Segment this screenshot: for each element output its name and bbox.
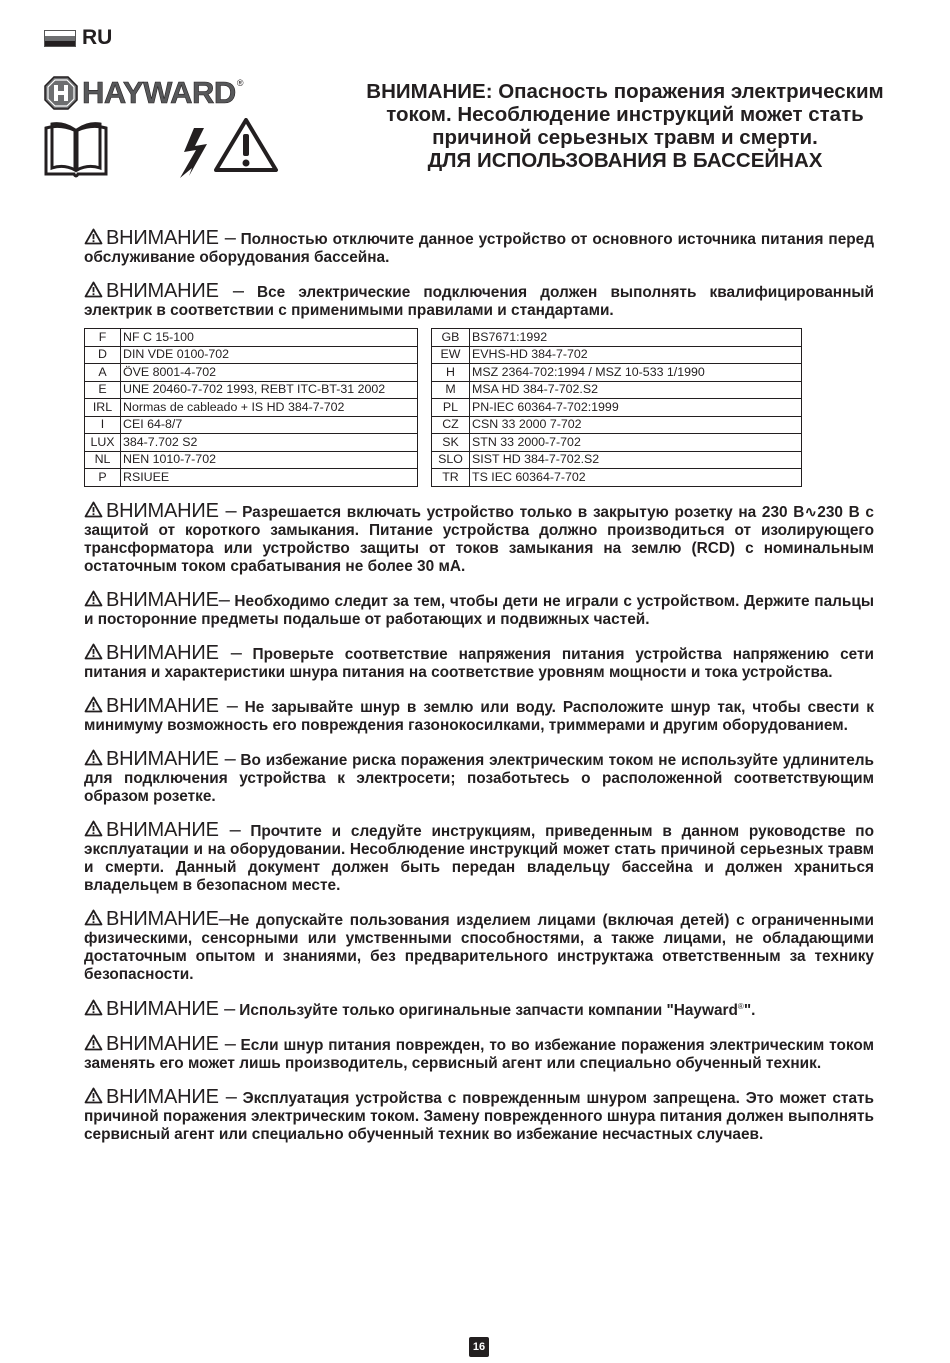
- warning-text: Необходимо следит за тем, чтобы дети не играли с устройством. Держите пальцы и посторонние предметы подальше от работающих и подвижных частей.: [84, 592, 874, 628]
- header-line: причиной серьезных травм и смерти.: [432, 126, 818, 149]
- language-code: RU: [82, 26, 113, 49]
- warning-text: Если шнур питания поврежден, то во избежание поражения электрическим током заменять его может лишь производитель, сервисный агент или специально обученный техник.: [84, 1036, 874, 1072]
- warning-paragraph: [84, 1087, 874, 1144]
- country-code: H: [432, 364, 470, 382]
- warning-text: Разрешается включать устройство только в закрытую розетку на 230 В∿230 В с защитой от короткого замыкания. Питание устройства должно производиться от изолирующего трансформатора или устройство защиты от токов замыкания на землю (RCD) с номинальным остаточным током срабатывания не более 30 мА.: [84, 503, 874, 575]
- standard-name: NEN 1010-7-702: [121, 451, 418, 469]
- manual-book-icon: [46, 124, 106, 176]
- standard-name: 384-7.702 S2: [121, 434, 418, 452]
- standard-name: MSA HD 384-7-702.S2: [470, 381, 802, 399]
- warning-keyword: ВНИМАНИЕ –: [106, 227, 236, 249]
- warning-paragraph: [84, 228, 874, 267]
- warning-text: Используйте только оригинальные запчасти компании "Hayward: [235, 1001, 738, 1019]
- warning-triangle-icon: [84, 1087, 103, 1104]
- warning-paragraph: [84, 1034, 874, 1073]
- standard-name: CEI 64-8/7: [121, 416, 418, 434]
- warning-text: Полностью отключите данное устройство от основного источника питания перед обслуживание оборудования бассейна.: [84, 231, 874, 266]
- warning-text: Не допускайте пользования изделием лицами (включая детей) с ограниченными физическими, сенсорными или умственными способностями, а также лицами, не обладающими достаточным опытом и знаниями, без предварительного инструктажа ответственным за технику безопасности.: [84, 911, 874, 983]
- warning-triangle-icon: [216, 120, 276, 170]
- warning-triangle-icon: [84, 281, 103, 298]
- warning-keyword: ВНИМАНИЕ –: [106, 1032, 236, 1055]
- standard-name: EVHS-HD 384-7-702: [470, 346, 802, 364]
- country-code: CZ: [432, 416, 470, 434]
- logo-text: HAYWARD: [82, 75, 236, 110]
- table-row: [85, 381, 802, 399]
- country-code: A: [85, 364, 121, 382]
- warning-keyword: ВНИМАНИЕ–: [106, 588, 230, 611]
- standard-name: CSN 33 2000 7-702: [470, 416, 802, 434]
- warning-triangle-icon: [84, 643, 103, 660]
- warning-text: Эксплуатация устройства с поврежденным шнуром запрещена. Это может стать причиной поражения электрическим током. Замену поврежденного шнура питания должен выполнять сервисный агент или специально обученный техник во избежание несчастных случаев.: [84, 1089, 875, 1143]
- country-code: D: [85, 346, 121, 364]
- warning-triangle-icon: [84, 749, 103, 766]
- country-code: I: [85, 416, 121, 434]
- standard-name: BS7671:1992: [470, 329, 802, 347]
- warning-paragraph: [84, 696, 874, 735]
- warning-paragraph: [84, 590, 874, 629]
- country-code: P: [85, 469, 121, 487]
- warning-paragraph: [84, 820, 874, 895]
- table-row: [85, 329, 802, 347]
- table-row: [85, 416, 802, 434]
- page-number: 16: [469, 1337, 489, 1357]
- header-line: током. Несоблюдение инструкций может стать: [386, 103, 864, 126]
- country-code: PL: [432, 399, 470, 417]
- warning-paragraph: [84, 643, 874, 682]
- warning-text: Не зарывайте шнур в землю или воду. Расположите шнур так, чтобы свести к минимуму возможность его повреждения газонокосилками, триммерами и другим оборудованием.: [84, 698, 874, 734]
- standard-name: STN 33 2000-7-702: [470, 434, 802, 452]
- warning-text: Все электрические подключения должен выполнять квалифицированный электрик в соответствии с применимыми правилами и стандартами.: [84, 284, 874, 319]
- warning-triangle-icon: [84, 696, 103, 713]
- warning-keyword: ВНИМАНИЕ –: [106, 694, 238, 717]
- warning-triangle-icon: [84, 590, 103, 607]
- table-row: [85, 346, 802, 364]
- standard-name: ÖVE 8001-4-702: [121, 364, 418, 382]
- standard-name: TS IEC 60364-7-702: [470, 469, 802, 487]
- warning-keyword: ВНИМАНИЕ –: [106, 641, 242, 664]
- standard-name: MSZ 2364-702:1994 / MSZ 10-533 1/1990: [470, 364, 802, 382]
- warning-text: Прочтите и следуйте инструкциям, приведенным в данном руководстве по эксплуатации и на оборудовании. Несоблюдение инструкций может стать причиной серьезных травм и смерти. Данный документ должен быть передан владельцу бассейна и должен храниться владельцем в безопасном месте.: [84, 822, 875, 894]
- warning-keyword: ВНИМАНИЕ –: [106, 997, 235, 1020]
- warning-keyword: ВНИМАНИЕ –: [106, 499, 237, 522]
- header-line: ДЛЯ ИСПОЛЬЗОВАНИЯ В БАССЕЙНАХ: [427, 149, 823, 172]
- registered-mark: ®: [737, 1001, 744, 1011]
- warning-paragraph: [84, 501, 874, 576]
- table-row: [85, 451, 802, 469]
- country-code: TR: [432, 469, 470, 487]
- warning-text-tail: ".: [743, 1001, 756, 1019]
- country-code: F: [85, 329, 121, 347]
- warning-keyword: ВНИМАНИЕ –: [106, 818, 241, 841]
- warning-triangle-icon: [84, 999, 103, 1016]
- warning-paragraph: [84, 281, 874, 320]
- warning-paragraph: [84, 998, 874, 1020]
- country-code: SK: [432, 434, 470, 452]
- warning-triangle-icon: [84, 501, 103, 518]
- lightning-bolt-icon: [180, 128, 207, 178]
- warnings-list: [84, 228, 874, 1158]
- warning-paragraph: [84, 749, 874, 806]
- warning-keyword: ВНИМАНИЕ –: [106, 747, 236, 770]
- standard-name: UNE 20460-7-702 1993, REBT ITC-BT-31 2002: [121, 381, 418, 399]
- country-code: E: [85, 381, 121, 399]
- flag-icon: [44, 30, 76, 47]
- country-code: IRL: [85, 399, 121, 417]
- warning-text: Во избежание риска поражения электрическим током не используйте удлинитель для подключения устройства к электросети; позаботьтесь о расположенной соответствующим образом розетке.: [84, 751, 875, 805]
- hayward-logo-mark-icon: [44, 76, 78, 110]
- standard-name: DIN VDE 0100-702: [121, 346, 418, 364]
- standard-name: Normas de cableado + IS HD 384-7-702: [121, 399, 418, 417]
- standard-name: RSIUEE: [121, 469, 418, 487]
- country-code: NL: [85, 451, 121, 469]
- table-row: [85, 434, 802, 452]
- standard-name: PN-IEC 60364-7-702:1999: [470, 399, 802, 417]
- warning-triangle-icon: [84, 909, 103, 926]
- warning-paragraph: [84, 909, 874, 984]
- logo-registered: ®: [236, 78, 244, 88]
- country-code: EW: [432, 346, 470, 364]
- standard-name: NF C 15-100: [121, 329, 418, 347]
- header-line: ВНИМАНИЕ: Опасность поражения электрическим: [366, 80, 884, 103]
- standard-name: SIST HD 384-7-702.S2: [470, 451, 802, 469]
- standards-table: [84, 328, 802, 487]
- warning-triangle-icon: [84, 1034, 103, 1051]
- warning-triangle-icon: [84, 820, 103, 837]
- warning-text: Проверьте соответствие напряжения питания устройства напряжению сети питания и характеристики шнура питания на соответствие уровням мощности и тока устройства.: [84, 645, 875, 681]
- safety-icons: [44, 118, 279, 182]
- header-warning: [340, 80, 910, 172]
- warning-keyword: ВНИМАНИЕ –: [106, 1085, 237, 1108]
- hayward-logo: [44, 76, 243, 110]
- country-code: M: [432, 381, 470, 399]
- warning-triangle-icon: [84, 228, 103, 245]
- warning-keyword: ВНИМАНИЕ–: [106, 907, 230, 930]
- warning-keyword: ВНИМАНИЕ –: [106, 280, 244, 302]
- table-row: [85, 469, 802, 487]
- country-code: SLO: [432, 451, 470, 469]
- country-code: LUX: [85, 434, 121, 452]
- country-code: GB: [432, 329, 470, 347]
- table-row: [85, 399, 802, 417]
- table-row: [85, 364, 802, 382]
